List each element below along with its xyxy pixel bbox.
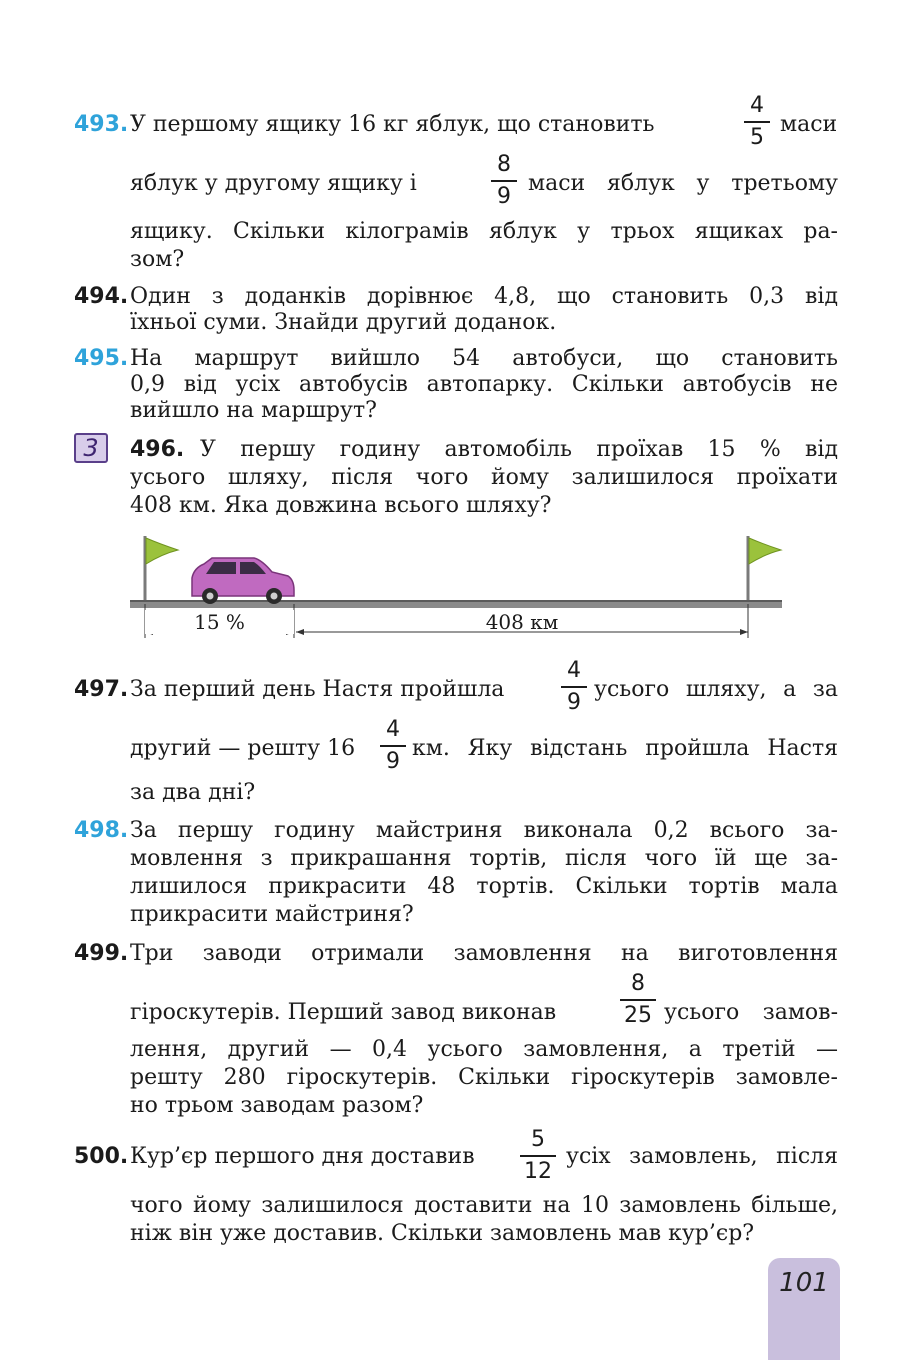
- problem-text: другий — решту 16: [130, 736, 356, 761]
- level-badge: 3: [74, 433, 108, 463]
- fraction: 8 9: [491, 153, 517, 209]
- problem-text: За перший день Настя пройшла: [130, 677, 505, 702]
- problem-text: вийшло на маршрут?: [130, 398, 377, 423]
- problem-text: гіроскутерів. Перший завод виконав: [130, 1000, 557, 1025]
- problem-number: 496.: [130, 437, 185, 462]
- problem-number: 499.: [74, 941, 129, 966]
- problem-text: усіх замовлень, після: [566, 1144, 838, 1169]
- problem-number: 494.: [74, 284, 129, 309]
- problem-text: За першу годину майстриня виконала 0,2 всього за-: [130, 818, 838, 843]
- problem-text: км. Яку відстань пройшла Настя: [412, 736, 838, 761]
- problem-text: усього замов-: [664, 1000, 838, 1025]
- problem-text: усього шляху, а за: [594, 677, 838, 702]
- problem-text: усього шляху, після чого йому залишилося проїхати: [130, 465, 838, 490]
- fraction: 4 5: [744, 94, 770, 150]
- page-number-tab: [768, 1258, 840, 1360]
- fraction: 4 9: [561, 659, 587, 715]
- page-number: 101: [779, 1268, 829, 1298]
- problem-text: яблук у другому ящику і: [130, 171, 417, 196]
- fraction: 8 25: [620, 972, 656, 1028]
- problem-text: прикрасити майстриня?: [130, 902, 414, 927]
- car-icon: [192, 558, 294, 604]
- problem-text: На маршрут вийшло 54 автобуси, що становить: [130, 346, 838, 371]
- problem-text: 408 км. Яка довжина всього шляху?: [130, 493, 552, 518]
- problem-text: їхньої суми. Знайди другий доданок.: [130, 310, 557, 335]
- problem-text: Три заводи отримали замовлення на виготовлення: [130, 941, 838, 966]
- problem-text: ящику. Скільки кілограмів яблук у трьох ящиках ра-: [130, 219, 838, 244]
- problem-text: маси: [780, 112, 838, 137]
- problem-number: 493.: [74, 112, 129, 137]
- problem-number: 500.: [74, 1144, 129, 1169]
- problem-text: чого йому залишилося доставити на 10 замовлень більше,: [130, 1193, 838, 1218]
- problem-text: мовлення з прикрашання тортів, після чого їй ще за-: [130, 846, 838, 871]
- fraction: 4 9: [380, 718, 406, 774]
- problem-number: 495.: [74, 346, 129, 371]
- segment-label-left: 15 %: [145, 610, 294, 634]
- problem-text: 0,9 від усіх автобусів автопарку. Скільки автобусів не: [130, 372, 838, 397]
- problem-number: 498.: [74, 818, 129, 843]
- problem-text: лишилося прикрасити 48 тортів. Скільки тортів мала: [130, 874, 838, 899]
- problem-text: но трьом заводам разом?: [130, 1093, 424, 1118]
- problem-text: зом?: [130, 247, 185, 272]
- finish-flag-icon: [748, 536, 781, 602]
- problem-text: ніж він уже доставив. Скільки замовлень мав кур’єр?: [130, 1221, 755, 1246]
- problem-text: за два дні?: [130, 780, 256, 805]
- problem-number: 497.: [74, 677, 129, 702]
- problem-text: решту 280 гіроскутерів. Скільки гіроскутерів замовле-: [130, 1065, 838, 1090]
- problem-text: маси яблук у третьому: [528, 171, 838, 196]
- problem-text: лення, другий — 0,4 усього замовлення, а третій —: [130, 1037, 838, 1062]
- fraction: 5 12: [520, 1128, 556, 1184]
- problem-text: Один з доданків дорівнює 4,8, що становить 0,3 від: [130, 284, 838, 309]
- problem-text: Кур’єр першого дня доставив: [130, 1144, 475, 1169]
- start-flag-icon: [145, 536, 178, 602]
- problem-text: У першу годину автомобіль проїхав 15 % від: [200, 437, 838, 462]
- problem-text: У першому ящику 16 кг яблук, що становить: [130, 112, 655, 137]
- segment-label-right: 408 км: [485, 610, 559, 634]
